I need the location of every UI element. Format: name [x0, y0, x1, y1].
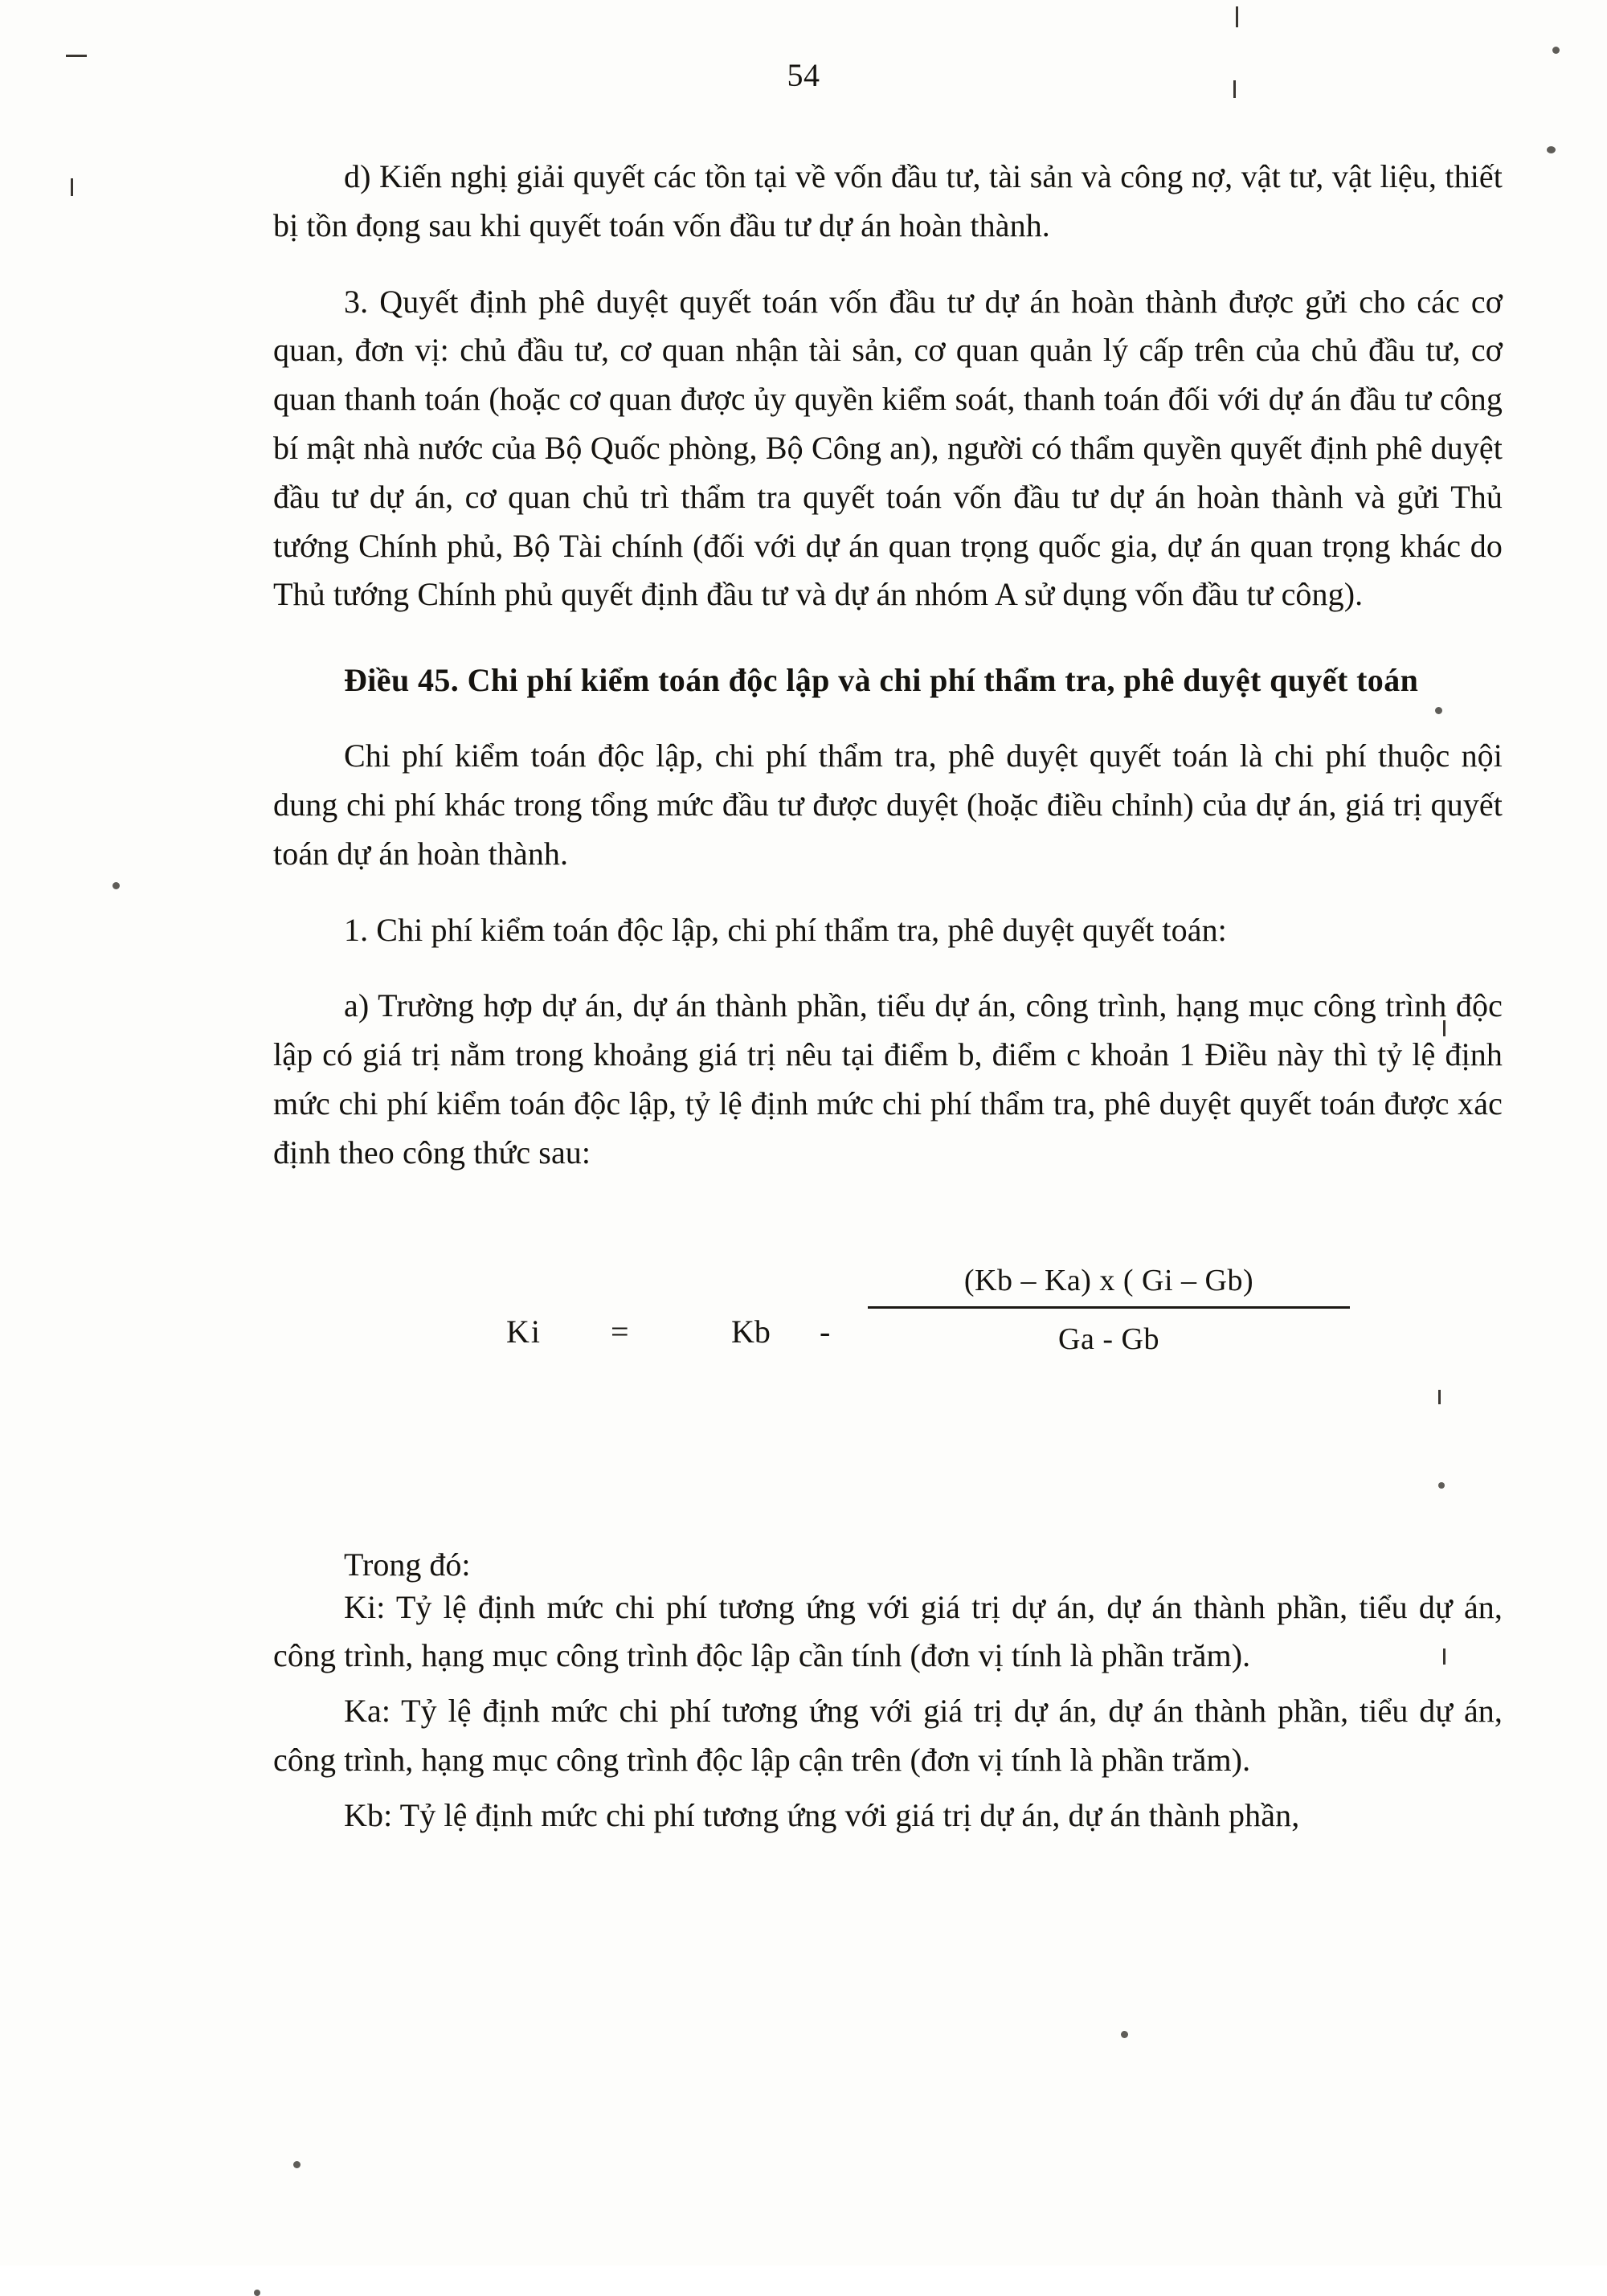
paragraph-intro: Chi phí kiểm toán độc lập, chi phí thẩm tra, phê duyệt quyết toán là chi phí thuộc nội dung chi phí khác trong tổng mức đầu tư được duyệt (hoặc điều chỉnh) của dự án, giá trị quyết toán dự án hoàn thành. — [273, 737, 1503, 872]
formula-block — [273, 1240, 1503, 1441]
paragraph-3: 3. Quyết định phê duyệt quyết toán vốn đầu tư dự án hoàn thành được gửi cho các cơ quan, đơn vị: chủ đầu tư, cơ quan nhận tài sản, cơ quan quản lý cấp trên của chủ đầu tư, cơ quan thanh toán (hoặc cơ quan được ủy quyền kiểm soát, thanh toán đối với dự án đầu tư công bí mật nhà nước của Bộ Quốc phòng, Bộ Công an), người có thẩm quyền quyết định phê duyệt đầu tư dự án, cơ quan chủ trì thẩm tra quyết toán vốn đầu tư dự án hoàn thành và gửi Thủ tướng Chính phủ, Bộ Tài chính (đối với dự án quan trọng quốc gia, dự án quan trọng khác do Thủ tướng Chính phủ quyết định đầu tư và dự án nhóm A sử dụng vốn đầu tư công). — [273, 283, 1503, 613]
formula-term: Kb — [731, 1313, 771, 1350]
formula-equals: = — [611, 1313, 629, 1350]
scan-artifact — [112, 882, 120, 889]
scan-artifact — [1236, 6, 1238, 27]
scan-artifact — [293, 2161, 301, 2168]
formula-fraction — [868, 1263, 1350, 1357]
scan-artifact — [254, 2290, 260, 2296]
definition-kb: Kb: Tỷ lệ định mức chi phí tương ứng với giá trị dự án, dự án thành phần, — [344, 1796, 1300, 1833]
paragraph-d: d) Kiến nghị giải quyết các tồn tại về vốn đầu tư, tài sản và công nợ, vật tư, vật liệu, thiết bị tồn đọng sau khi quyết toán vốn đầu tư dự án hoàn thành. — [273, 158, 1503, 243]
scan-artifact — [71, 178, 73, 196]
definition-ka: Ka: Tỷ lệ định mức chi phí tương ứng với giá trị dự án, dự án thành phần, tiểu dự án, công trình, hạng mục công trình độc lập cận trên (đơn vị tính là phần trăm). — [273, 1693, 1503, 1778]
paragraph-item-1: 1. Chi phí kiểm toán độc lập, chi phí thẩm tra, phê duyệt quyết toán: — [344, 911, 1227, 948]
formula-numerator: (Kb – Ka) x ( Gi – Gb) — [963, 1263, 1254, 1297]
scan-artifact — [1552, 47, 1560, 54]
formula-operator: - — [820, 1313, 831, 1350]
paragraph-item-a: a) Trường hợp dự án, dự án thành phần, tiểu dự án, công trình, hạng mục công trình độc lập có giá trị nằm trong khoảng giá trị nêu tại điểm b, điểm c khoản 1 Điều này thì tỷ lệ định mức chi phí kiểm toán độc lập, tỷ lệ định mức chi phí thẩm tra, phê duyệt quyết toán được xác định theo công thức sau: — [273, 987, 1503, 1170]
document-body — [273, 153, 1503, 1847]
definition-ki: Ki: Tỷ lệ định mức chi phí tương ứng với giá trị dự án, dự án thành phần, tiểu dự án, công trình, hạng mục công trình độc lập cần tính (đơn vị tính là phần trăm). — [273, 1588, 1503, 1674]
scan-artifact — [1547, 146, 1556, 153]
where-label: Trong đó: — [344, 1546, 471, 1583]
article-heading: Điều 45. Chi phí kiểm toán độc lập và chi phí thẩm tra, phê duyệt quyết toán — [344, 662, 1419, 699]
formula-denominator: Ga - Gb — [1058, 1322, 1159, 1356]
page-number: 54 — [787, 57, 820, 93]
formula-lhs: Ki — [506, 1313, 542, 1350]
scan-artifact — [1121, 2031, 1128, 2038]
